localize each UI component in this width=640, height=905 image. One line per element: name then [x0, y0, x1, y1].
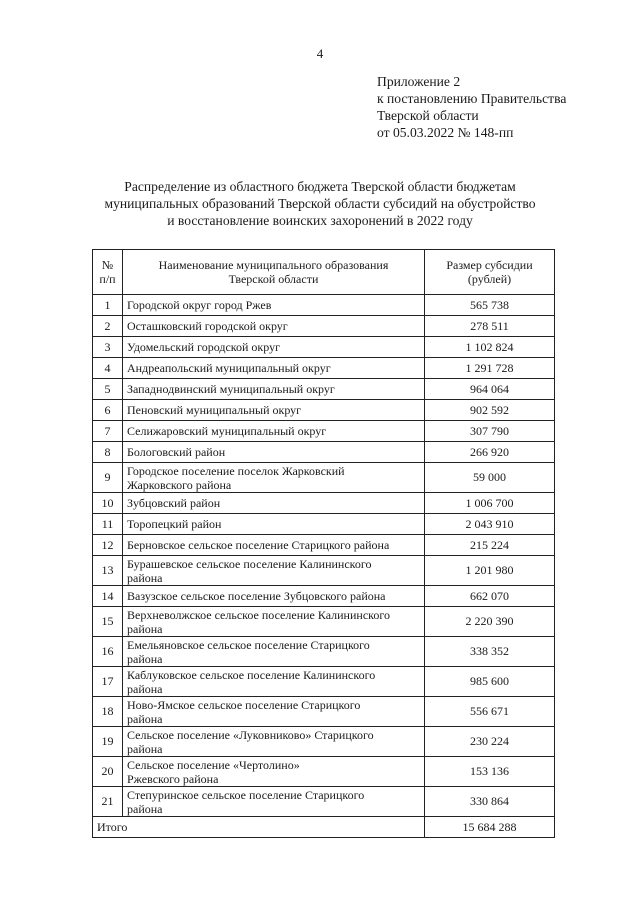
total-row	[93, 817, 555, 838]
subsidy-amount: 230 224	[425, 727, 555, 757]
title-line: Распределение из областного бюджета Тверской области бюджетам	[124, 179, 516, 194]
municipality-name-line: Зубцовский район	[127, 496, 221, 510]
municipality-name-line: Западнодвинский муниципальный округ	[127, 382, 335, 396]
municipality-name	[123, 787, 425, 817]
table-body	[93, 295, 555, 838]
municipality-name-line: Городской округ город Ржев	[127, 298, 272, 312]
total-label: Итого	[93, 817, 425, 838]
municipality-name-line: Торопецкий район	[127, 517, 222, 531]
municipality-name	[123, 514, 425, 535]
municipality-name-line: Каблуковское сельское поселение Калининского	[127, 667, 376, 682]
table-row	[93, 667, 555, 697]
municipality-name-line: района	[127, 681, 163, 696]
municipality-name	[123, 421, 425, 442]
subsidy-amount: 1 102 824	[425, 337, 555, 358]
municipality-name-line: района	[127, 711, 163, 726]
municipality-name-line: района	[127, 741, 163, 756]
municipality-name-line: Сельское поселение «Чертолино»	[127, 757, 300, 772]
subsidy-amount: 215 224	[425, 535, 555, 556]
row-number: 6	[93, 400, 123, 421]
municipality-name	[123, 400, 425, 421]
row-number: 7	[93, 421, 123, 442]
table-row	[93, 727, 555, 757]
municipality-name-line: района	[127, 651, 163, 666]
row-number: 3	[93, 337, 123, 358]
municipality-name-line: Вазузское сельское поселение Зубцовского района	[127, 589, 386, 603]
subsidy-amount: 278 511	[425, 316, 555, 337]
municipality-name	[123, 316, 425, 337]
header-number: № п/п	[93, 250, 123, 295]
subsidy-amount: 662 070	[425, 586, 555, 607]
row-number: 1	[93, 295, 123, 316]
municipality-name	[123, 607, 425, 637]
municipality-name-line: Сельское поселение «Луковниково» Старицкого	[127, 727, 374, 742]
row-number: 14	[93, 586, 123, 607]
row-number: 11	[93, 514, 123, 535]
municipality-name	[123, 379, 425, 400]
municipality-name-line: Городское поселение поселок Жарковский	[127, 463, 345, 478]
table-row	[93, 586, 555, 607]
row-number: 18	[93, 697, 123, 727]
title-line: муниципальных образований Тверской области субсидий на обустройство	[104, 196, 536, 211]
page-number: 4	[316, 46, 324, 61]
municipality-name	[123, 442, 425, 463]
municipality-name-line: Бологовский район	[127, 445, 226, 459]
municipality-name	[123, 493, 425, 514]
header-municipality: Наименование муниципального образования Тверской области	[123, 250, 425, 295]
table-row	[93, 757, 555, 787]
total-amount: 15 684 288	[425, 817, 555, 838]
table-row	[93, 697, 555, 727]
subsidy-amount: 2 220 390	[425, 607, 555, 637]
municipality-name-line: Бурашевское сельское поселение Калининского	[127, 556, 372, 571]
table-row	[93, 493, 555, 514]
table-row	[93, 379, 555, 400]
municipality-name-line: Ново-Ямское сельское поселение Старицкого	[127, 697, 361, 712]
table-row	[93, 400, 555, 421]
table-row	[93, 358, 555, 379]
subsidy-amount: 330 864	[425, 787, 555, 817]
row-number: 15	[93, 607, 123, 637]
appendix-line: от 05.03.2022 № 148-пп	[377, 125, 514, 140]
municipality-name	[123, 535, 425, 556]
table-header-row	[93, 250, 555, 295]
municipality-name-line: Андреапольский муниципальный округ	[127, 361, 331, 375]
municipality-name-line: Селижаровский муниципальный округ	[127, 424, 327, 438]
table-row	[93, 787, 555, 817]
municipality-name-line: Пеновский муниципальный округ	[127, 403, 302, 417]
title-line: и восстановление воинских захоронений в 2022 году	[167, 213, 473, 228]
table-row	[93, 637, 555, 667]
municipality-name	[123, 556, 425, 586]
row-number: 5	[93, 379, 123, 400]
municipality-name-line: Осташковский городской округ	[127, 319, 288, 333]
municipality-name	[123, 757, 425, 787]
municipality-name-line: Ржевского района	[127, 771, 219, 786]
subsidy-amount: 556 671	[425, 697, 555, 727]
table-row	[93, 421, 555, 442]
appendix-line: к постановлению Правительства	[377, 91, 567, 106]
row-number: 4	[93, 358, 123, 379]
table-row	[93, 316, 555, 337]
subsidy-amount: 59 000	[425, 463, 555, 493]
table-row	[93, 442, 555, 463]
municipality-name	[123, 295, 425, 316]
subsidy-amount: 565 738	[425, 295, 555, 316]
row-number: 21	[93, 787, 123, 817]
municipality-name-line: Берновское сельское поселение Старицкого района	[127, 538, 390, 552]
row-number: 12	[93, 535, 123, 556]
subsidy-amount: 902 592	[425, 400, 555, 421]
municipality-name	[123, 358, 425, 379]
municipality-name	[123, 697, 425, 727]
row-number: 2	[93, 316, 123, 337]
municipality-name-line: Верхневолжское сельское поселение Калининского	[127, 607, 390, 622]
municipality-name-line: района	[127, 570, 163, 585]
subsidy-amount: 338 352	[425, 637, 555, 667]
municipality-name	[123, 667, 425, 697]
subsidy-amount: 985 600	[425, 667, 555, 697]
table-row	[93, 607, 555, 637]
municipality-name	[123, 637, 425, 667]
appendix-line: Приложение 2	[377, 74, 461, 89]
subsidy-amount: 964 064	[425, 379, 555, 400]
header-subsidy: Размер субсидии (рублей)	[425, 250, 555, 295]
municipality-name-line: Емельяновское сельское поселение Старицкого	[127, 637, 370, 652]
municipality-name	[123, 586, 425, 607]
subsidy-table	[92, 249, 555, 838]
appendix-line: Тверской области	[377, 108, 479, 123]
table-row	[93, 295, 555, 316]
municipality-name-line: Степуринское сельское поселение Старицкого	[127, 787, 365, 802]
subsidy-amount: 1 291 728	[425, 358, 555, 379]
subsidy-amount: 266 920	[425, 442, 555, 463]
appendix-block	[377, 73, 566, 141]
subsidy-amount: 153 136	[425, 757, 555, 787]
subsidy-amount: 1 201 980	[425, 556, 555, 586]
table-row	[93, 556, 555, 586]
municipality-name	[123, 337, 425, 358]
table-row	[93, 535, 555, 556]
subsidy-amount: 307 790	[425, 421, 555, 442]
table-row	[93, 337, 555, 358]
municipality-name-line: Удомельский городской округ	[127, 340, 281, 354]
subsidy-amount: 2 043 910	[425, 514, 555, 535]
row-number: 17	[93, 667, 123, 697]
municipality-name	[123, 463, 425, 493]
row-number: 8	[93, 442, 123, 463]
municipality-name	[123, 727, 425, 757]
row-number: 20	[93, 757, 123, 787]
row-number: 10	[93, 493, 123, 514]
municipality-name-line: Жарковского района	[127, 477, 232, 492]
table-row	[93, 514, 555, 535]
table-row	[93, 463, 555, 493]
municipality-name-line: района	[127, 621, 163, 636]
municipality-name-line: района	[127, 801, 163, 816]
row-number: 19	[93, 727, 123, 757]
row-number: 16	[93, 637, 123, 667]
subsidy-amount: 1 006 700	[425, 493, 555, 514]
document-title	[0, 178, 640, 229]
row-number: 9	[93, 463, 123, 493]
row-number: 13	[93, 556, 123, 586]
